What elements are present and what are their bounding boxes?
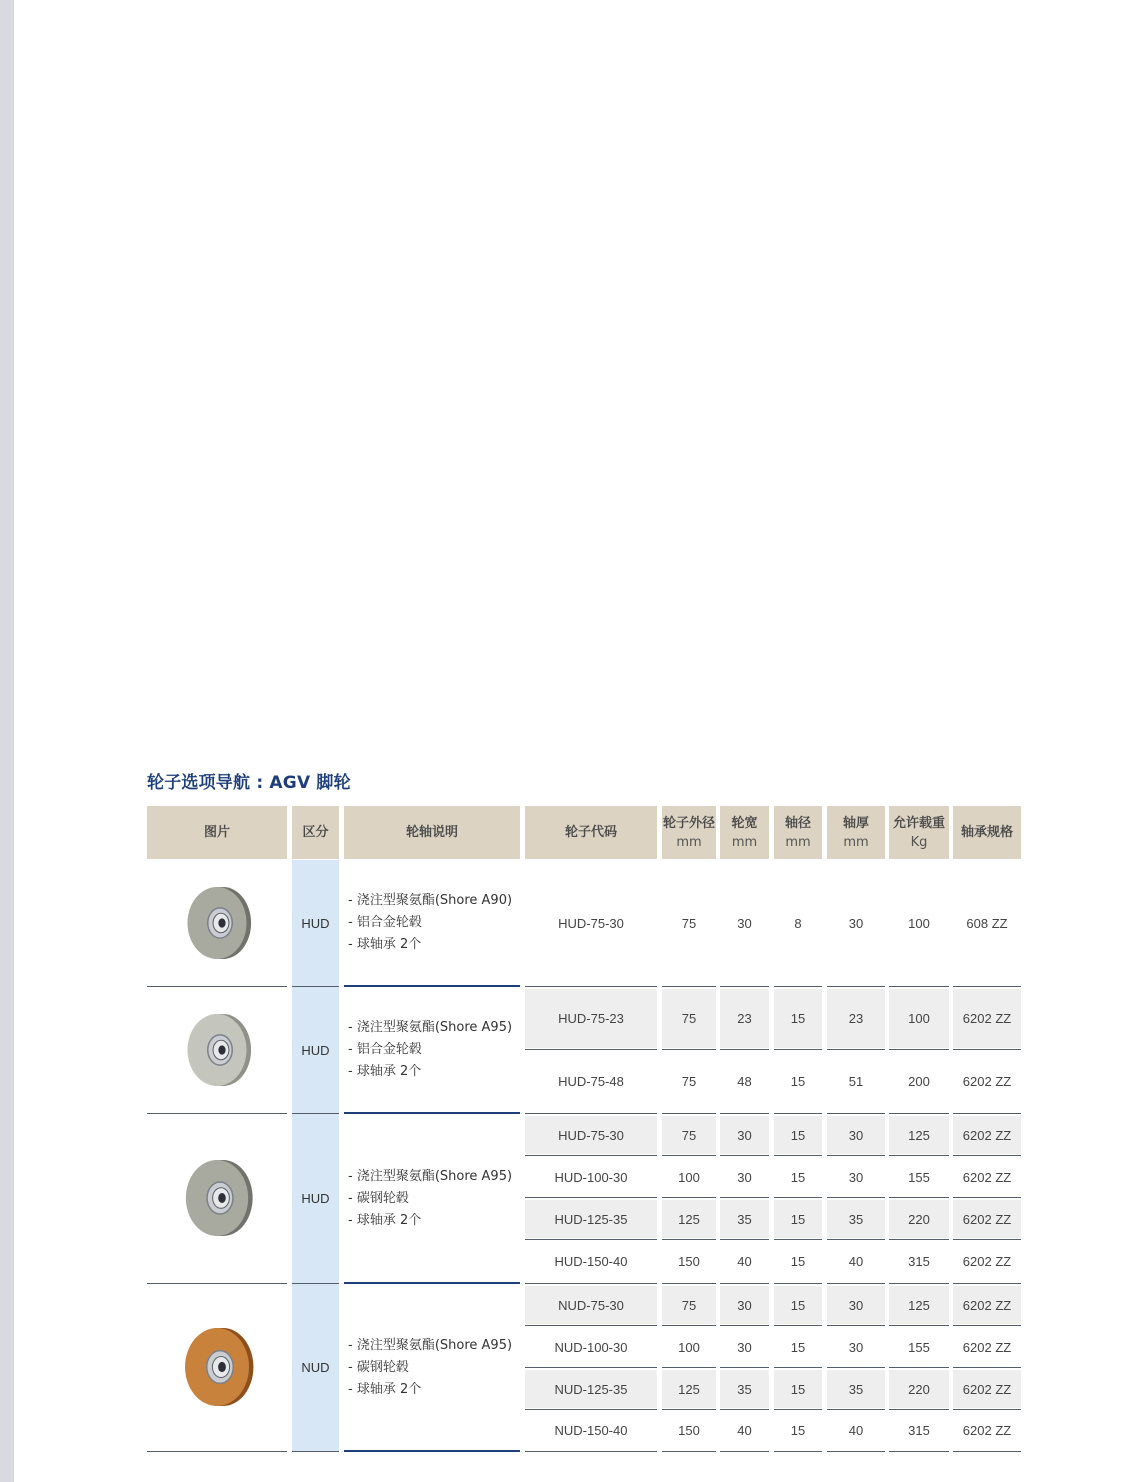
cell-axle: 15 bbox=[774, 1370, 822, 1408]
group-divider bbox=[662, 1113, 716, 1114]
row-divider bbox=[720, 1409, 769, 1410]
description-line: - 球轴承 2个 bbox=[348, 1381, 422, 1397]
group-divider bbox=[953, 1113, 1021, 1114]
cell-load: 100 bbox=[908, 915, 930, 931]
cell-axle: 15 bbox=[774, 1200, 822, 1238]
cell-bearing: 6202 ZZ bbox=[962, 1169, 1012, 1185]
wheel-description bbox=[344, 987, 520, 1113]
row-divider bbox=[774, 1409, 822, 1410]
cell-hub: 35 bbox=[827, 1370, 885, 1408]
cell-load: 220 bbox=[889, 1200, 949, 1238]
cell-hub: 30 bbox=[827, 1286, 885, 1324]
group-divider bbox=[774, 1283, 822, 1284]
cell-diameter: 75 bbox=[662, 1116, 716, 1154]
cell-diameter: 125 bbox=[662, 1200, 716, 1238]
row-divider bbox=[525, 1155, 657, 1156]
description-line: - 浇注型聚氨酯(Shore A95) bbox=[348, 1337, 513, 1353]
cell-width: 40 bbox=[737, 1254, 752, 1269]
row-divider bbox=[889, 1197, 949, 1198]
row-divider bbox=[953, 1197, 1021, 1198]
row-divider bbox=[953, 1239, 1021, 1240]
cell-bearing: 6202 ZZ bbox=[962, 1339, 1012, 1355]
cell-hub: 51 bbox=[848, 1074, 864, 1089]
cell-hub: 23 bbox=[827, 989, 885, 1048]
group-divider bbox=[147, 986, 287, 987]
grey-steel-wheel-icon bbox=[166, 1152, 268, 1244]
row-divider bbox=[827, 1325, 885, 1326]
row-divider bbox=[889, 1409, 949, 1410]
cell-code: NUD-100-30 bbox=[554, 1339, 628, 1355]
cell-axle: 15 bbox=[774, 1116, 822, 1154]
class-label: HUD bbox=[301, 915, 330, 931]
cell-width: 23 bbox=[720, 989, 769, 1048]
description-line: - 碳钢轮毂 bbox=[348, 1359, 409, 1375]
row-divider bbox=[662, 1325, 716, 1326]
group-divider bbox=[953, 986, 1021, 987]
row-divider bbox=[953, 1155, 1021, 1156]
group-divider bbox=[953, 1283, 1021, 1284]
cell-code: HUD-75-30 bbox=[558, 915, 624, 931]
light-grey-wheel-icon bbox=[168, 1006, 266, 1094]
cell-bearing: 6202 ZZ bbox=[953, 1200, 1021, 1238]
cell-hub: 30 bbox=[848, 1339, 864, 1355]
row-divider bbox=[525, 1409, 657, 1410]
cell-code: HUD-75-48 bbox=[558, 1074, 624, 1089]
cell-load: 220 bbox=[889, 1370, 949, 1408]
group-divider bbox=[720, 986, 769, 987]
group-divider bbox=[827, 1451, 885, 1452]
group-divider bbox=[525, 986, 657, 987]
row-divider bbox=[889, 1049, 949, 1050]
row-divider bbox=[662, 1239, 716, 1240]
cell-diameter: 75 bbox=[662, 1286, 716, 1324]
row-divider bbox=[827, 1367, 885, 1368]
group-divider bbox=[953, 1451, 1021, 1452]
cell-load: 200 bbox=[908, 1074, 930, 1089]
row-divider bbox=[720, 1325, 769, 1326]
header-image: 图片 bbox=[147, 806, 287, 859]
header-desc: 轮轴说明 bbox=[344, 806, 520, 859]
wheel-description bbox=[344, 1284, 520, 1451]
row-divider bbox=[525, 1367, 657, 1368]
cell-load: 125 bbox=[889, 1286, 949, 1324]
class-label: NUD bbox=[301, 1360, 330, 1375]
row-divider bbox=[662, 1409, 716, 1410]
cell-bearing: 6202 ZZ bbox=[953, 1116, 1021, 1154]
row-divider bbox=[827, 1197, 885, 1198]
row-divider bbox=[720, 1367, 769, 1368]
cell-diameter: 150 bbox=[678, 1423, 700, 1438]
group-divider bbox=[662, 1283, 716, 1284]
cell-load: 125 bbox=[889, 1116, 949, 1154]
group-divider bbox=[147, 1283, 287, 1284]
cell-axle: 15 bbox=[790, 1423, 806, 1438]
row-divider bbox=[774, 1325, 822, 1326]
group-divider bbox=[720, 1451, 769, 1452]
cell-width: 40 bbox=[737, 1423, 752, 1438]
description-line: - 球轴承 2个 bbox=[348, 1064, 422, 1079]
row-divider bbox=[720, 1239, 769, 1240]
cell-code: HUD-100-30 bbox=[554, 1169, 628, 1185]
header-code: 轮子代码 bbox=[525, 806, 657, 859]
header-bearing: 轴承规格 bbox=[953, 806, 1021, 859]
row-divider bbox=[827, 1409, 885, 1410]
group-divider bbox=[889, 1451, 949, 1452]
row-divider bbox=[525, 1239, 657, 1240]
cell-bearing: 6202 ZZ bbox=[953, 989, 1021, 1048]
cell-axle: 15 bbox=[774, 989, 822, 1048]
row-divider bbox=[720, 1049, 769, 1050]
cell-width: 48 bbox=[737, 1074, 752, 1089]
cell-width: 35 bbox=[720, 1370, 769, 1408]
row-divider bbox=[774, 1155, 822, 1156]
row-divider bbox=[953, 1409, 1021, 1410]
group-divider bbox=[720, 1113, 769, 1114]
row-divider bbox=[953, 1325, 1021, 1326]
header-width: 轮宽 mm bbox=[720, 806, 769, 859]
cell-width: 35 bbox=[720, 1200, 769, 1238]
group-divider bbox=[662, 1451, 716, 1452]
row-divider bbox=[720, 1155, 769, 1156]
cell-width: 30 bbox=[737, 1339, 752, 1355]
group-divider bbox=[774, 1113, 822, 1114]
description-line: - 球轴承 2个 bbox=[348, 937, 422, 952]
cell-code: NUD-125-35 bbox=[525, 1370, 657, 1408]
class-label: HUD bbox=[301, 1191, 330, 1206]
group-divider-desc bbox=[344, 1450, 520, 1452]
group-divider bbox=[525, 1451, 657, 1452]
header-diameter: 轮子外径 mm bbox=[662, 806, 716, 859]
cell-diameter: 75 bbox=[681, 915, 697, 931]
cell-diameter: 75 bbox=[681, 1074, 697, 1089]
cell-hub: 35 bbox=[827, 1200, 885, 1238]
cell-load: 100 bbox=[889, 989, 949, 1048]
group-divider bbox=[525, 1113, 657, 1114]
cell-bearing: 6202 ZZ bbox=[953, 1286, 1021, 1324]
group-divider bbox=[889, 1113, 949, 1114]
description-line: - 铝合金轮毂 bbox=[348, 915, 422, 930]
cell-axle: 15 bbox=[790, 1169, 806, 1185]
cell-load: 155 bbox=[908, 1339, 930, 1355]
orange-steel-wheel-icon bbox=[165, 1320, 269, 1414]
cell-hub: 40 bbox=[848, 1423, 864, 1438]
group-divider bbox=[147, 1451, 287, 1452]
row-divider bbox=[774, 1197, 822, 1198]
group-divider bbox=[525, 1283, 657, 1284]
cell-diameter: 75 bbox=[662, 989, 716, 1048]
cell-width: 30 bbox=[737, 1169, 752, 1185]
row-divider bbox=[953, 1049, 1021, 1050]
page-title: 轮子选项导航 : AGV 脚轮 bbox=[147, 773, 351, 793]
group-divider bbox=[889, 986, 949, 987]
description-line: - 铝合金轮毂 bbox=[348, 1042, 422, 1057]
cell-axle: 8 bbox=[794, 915, 802, 931]
cell-width: 30 bbox=[720, 1286, 769, 1324]
wheel-description bbox=[344, 1114, 520, 1283]
cell-axle: 15 bbox=[790, 1339, 806, 1355]
group-divider bbox=[774, 1451, 822, 1452]
cell-hub: 30 bbox=[827, 1116, 885, 1154]
row-divider bbox=[774, 1049, 822, 1050]
group-divider bbox=[774, 986, 822, 987]
cell-code: HUD-75-23 bbox=[525, 989, 657, 1048]
cell-bearing: 6202 ZZ bbox=[953, 1370, 1021, 1408]
row-divider bbox=[827, 1239, 885, 1240]
group-divider bbox=[827, 1113, 885, 1114]
row-divider bbox=[525, 1197, 657, 1198]
cell-bearing: 608 ZZ bbox=[966, 915, 1008, 931]
row-divider bbox=[525, 1049, 657, 1050]
description-line: - 浇注型聚氨酯(Shore A95) bbox=[348, 1168, 513, 1184]
header-axle: 轴径 mm bbox=[774, 806, 822, 859]
header-class: 区分 bbox=[292, 806, 339, 859]
cell-code: HUD-75-30 bbox=[525, 1116, 657, 1154]
row-divider bbox=[953, 1367, 1021, 1368]
row-divider bbox=[662, 1367, 716, 1368]
description-line: - 浇注型聚氨酯(Shore A95) bbox=[348, 1020, 513, 1035]
cell-hub: 40 bbox=[848, 1254, 864, 1269]
header-load: 允许载重 Kg bbox=[889, 806, 949, 859]
grey-wheel-icon bbox=[168, 879, 266, 967]
row-divider bbox=[889, 1239, 949, 1240]
description-line: - 碳钢轮毂 bbox=[348, 1190, 409, 1206]
class-label: HUD bbox=[301, 1042, 330, 1058]
cell-hub: 30 bbox=[848, 1169, 864, 1185]
wheel-description bbox=[344, 860, 520, 986]
description-line: - 球轴承 2个 bbox=[348, 1212, 422, 1228]
group-divider bbox=[827, 986, 885, 987]
cell-diameter: 150 bbox=[678, 1254, 700, 1269]
cell-load: 155 bbox=[908, 1169, 930, 1185]
row-divider bbox=[525, 1325, 657, 1326]
cell-diameter: 125 bbox=[662, 1370, 716, 1408]
group-divider bbox=[720, 1283, 769, 1284]
row-divider bbox=[662, 1049, 716, 1050]
cell-code: HUD-125-35 bbox=[525, 1200, 657, 1238]
cell-bearing: 6202 ZZ bbox=[962, 1074, 1012, 1089]
row-divider bbox=[889, 1325, 949, 1326]
cell-bearing: 6202 ZZ bbox=[962, 1254, 1012, 1269]
cell-code: HUD-150-40 bbox=[554, 1254, 628, 1269]
page-edge-bar bbox=[0, 0, 14, 1482]
row-divider bbox=[827, 1155, 885, 1156]
cell-code: NUD-150-40 bbox=[554, 1423, 628, 1438]
cell-load: 315 bbox=[908, 1254, 930, 1269]
row-divider bbox=[662, 1197, 716, 1198]
row-divider bbox=[827, 1049, 885, 1050]
cell-load: 315 bbox=[908, 1423, 930, 1438]
cell-axle: 15 bbox=[774, 1286, 822, 1324]
header-hub: 轴厚 mm bbox=[827, 806, 885, 859]
group-divider bbox=[292, 1451, 339, 1452]
cell-width: 30 bbox=[720, 1116, 769, 1154]
group-divider bbox=[889, 1283, 949, 1284]
cell-bearing: 6202 ZZ bbox=[962, 1423, 1012, 1438]
group-divider bbox=[662, 986, 716, 987]
group-divider bbox=[827, 1283, 885, 1284]
row-divider bbox=[889, 1367, 949, 1368]
cell-width: 30 bbox=[737, 915, 752, 931]
group-divider bbox=[147, 1113, 287, 1114]
row-divider bbox=[774, 1367, 822, 1368]
row-divider bbox=[889, 1155, 949, 1156]
cell-axle: 15 bbox=[790, 1074, 806, 1089]
row-divider bbox=[720, 1197, 769, 1198]
cell-diameter: 100 bbox=[678, 1169, 700, 1185]
row-divider bbox=[774, 1239, 822, 1240]
cell-code: NUD-75-30 bbox=[525, 1286, 657, 1324]
cell-axle: 15 bbox=[790, 1254, 806, 1269]
cell-diameter: 100 bbox=[678, 1339, 700, 1355]
description-line: - 浇注型聚氨酯(Shore A90) bbox=[348, 893, 513, 908]
row-divider bbox=[662, 1155, 716, 1156]
cell-hub: 30 bbox=[848, 915, 864, 931]
